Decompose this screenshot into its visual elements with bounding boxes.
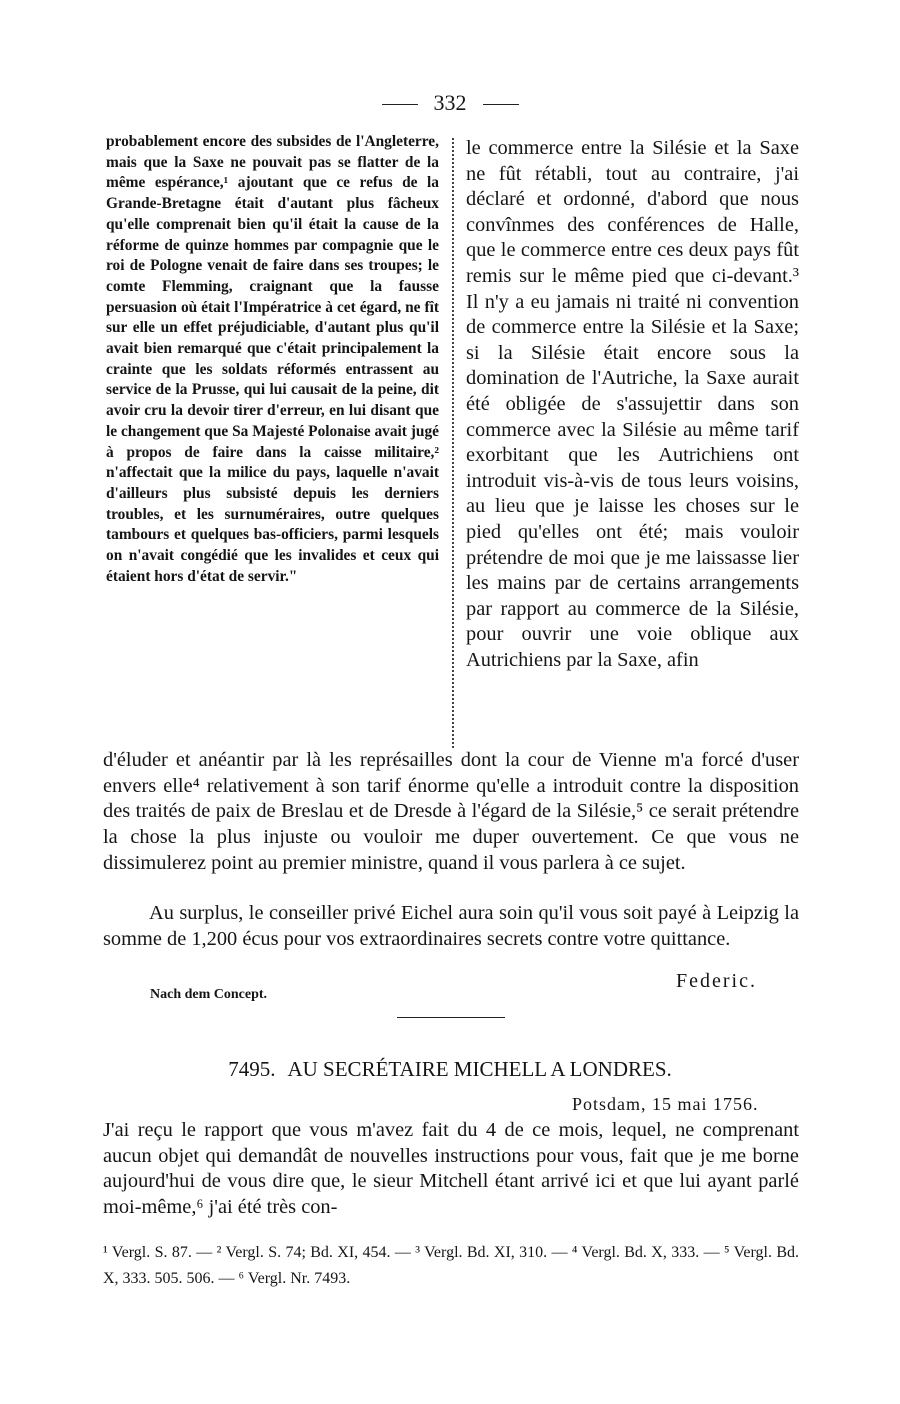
signature: Federic. bbox=[676, 970, 757, 992]
page-number: 332 bbox=[433, 90, 467, 115]
source-note: Nach dem Concept. bbox=[150, 987, 268, 1002]
header-dash-left bbox=[382, 104, 418, 105]
footnotes: ¹ Vergl. S. 87. — ² Vergl. S. 74; Bd. XI, 454. — ³ Vergl. Bd. XI, 310. — ⁴ Vergl. Bd. X, 333. — ⁵ Vergl. Bd. X, 333. 505. 506. — ⁶ Vergl. Nr. 7493. bbox=[103, 1244, 799, 1287]
letter-title: AU SECRÉTAIRE MICHELL A LONDRES. bbox=[287, 1057, 672, 1081]
continuation-text: d'éluder et anéantir par là les représailles dont la cour de Vienne m'a forcé d'user envers elle⁴ relativement à son tarif énorme qu'elle a introduit contre la disposition des traités de paix de Breslau et de Dresde à l'égard de la Silésie,⁵ ce serait prétendre la chose la plus injuste ou vouloir me duper ouvertement. Ce que vous ne dissimulerez point au premier ministre, quand il vous parlera à ce sujet. bbox=[103, 749, 799, 874]
column-divider bbox=[452, 138, 454, 748]
letter-heading bbox=[0, 1055, 900, 1083]
letter-body: J'ai reçu le rapport que vous m'avez fait du 4 de ce mois, lequel, ne comprenant aucun objet qui demandât de nouvelles instructions pour vous, fait que je me borne aujourd'hui de vous dire que, le sieur Mitchell étant arrivé ici et que lui ayant parlé moi-même,⁶ j'ai été très con- bbox=[103, 1119, 799, 1219]
closing-paragraph: Au surplus, le conseiller privé Eichel aura soin qu'il vous soit payé à Leipzig la somme de 1,200 écus pour vos extraordinaires secrets contre votre quittance. bbox=[103, 902, 799, 950]
section-separator bbox=[397, 1017, 505, 1018]
left-column-text: probablement encore des subsides de l'Angleterre, mais que la Saxe ne pouvait pas se flatter de la même espérance,¹ ajoutant que ce refus de la Grande-Bretagne était d'autant plus fâcheux qu'elle comprenait bien qu'il était la cause de la réforme de quinze hommes par compagnie que le roi de Pologne venait de faire dans ses troupes; le comte Flemming, craignant que la fausse persuasion où était l'Impératrice à cet égard, ne fît sur elle un effet préjudiciable, d'autant plus qu'il avait bien remarqué que c'était principalement la crainte que les soldats réformés entrassent au service de la Prusse, qui lui causait de la peine, dit avoir cru la devoir tirer d'erreur, en lui disant que le changement que Sa Majesté Polonaise avait jugé à propos de faire dans la caisse militaire,² n'affectait que la milice du pays, laquelle n'avait d'ailleurs plus subsisté depuis les derniers troubles, et les surnuméraires, outre quelques tambours et quelques bas-officiers, parmi lesquels on n'avait congédié que les invalides et ceux qui étaient hors d'état de servir." bbox=[106, 133, 439, 585]
page-header bbox=[0, 88, 900, 118]
letter-place-date: Potsdam, 15 mai 1756. bbox=[572, 1094, 759, 1114]
right-column-text: le commerce entre la Silésie et la Saxe ne fût rétabli, tout au contraire, j'ai déclaré et ordonné, d'abord que nous convînmes des conférences de Halle, que le commerce entre ces deux pays fût remis sur le même pied que ci-devant.³ Il n'y a eu jamais ni traité ni convention de commerce entre la Silésie et la Saxe; si la Silésie était encore sous la domination de l'Autriche, la Saxe aurait été obligée de s'assujettir dans son commerce avec la Silésie au même tarif exorbitant que les Autrichiens ont introduit vis-à-vis de tous leurs voisins, au lieu que je laisse les choses sur le pied qu'elles ont été; mais vouloir prétendre de moi que je me laissasse lier les mains par de certains arrangements par rapport au commerce de la Silésie, pour ouvrir une voie oblique aux Autrichiens par la Saxe, afin bbox=[466, 137, 799, 671]
letter-number: 7495. bbox=[228, 1057, 276, 1081]
header-dash-right bbox=[483, 104, 519, 105]
